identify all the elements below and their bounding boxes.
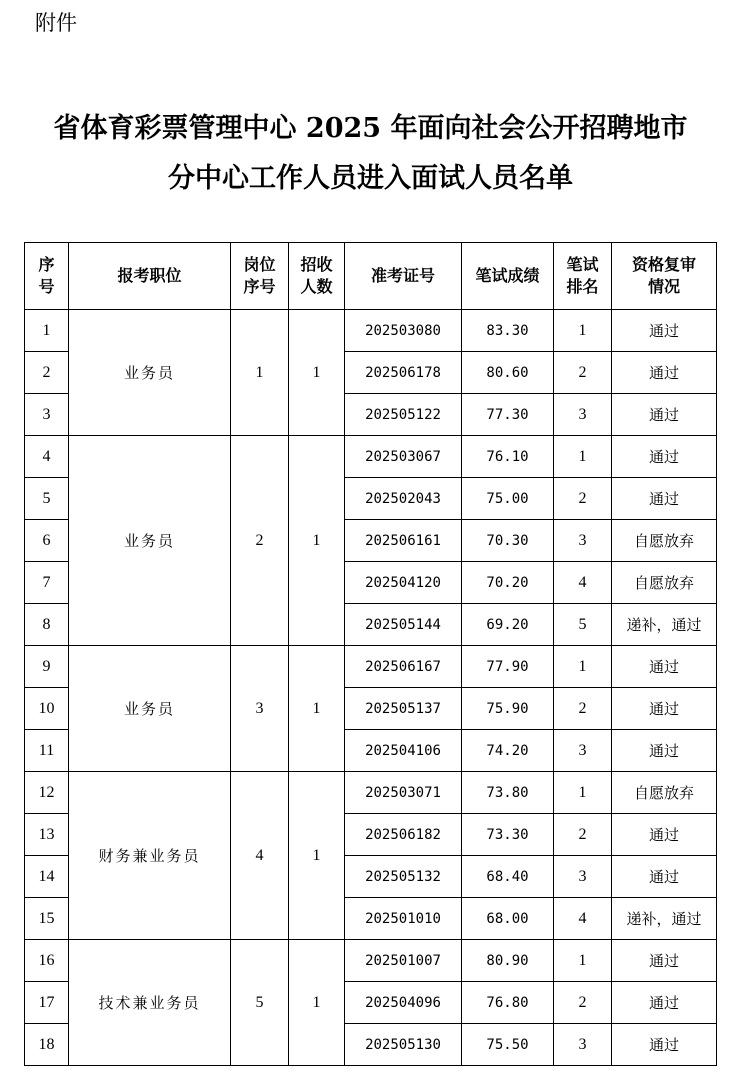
cell-score: 76.80 [462, 982, 554, 1024]
cell-ticket: 202506182 [345, 814, 462, 856]
cell-seq: 5 [25, 478, 69, 520]
cell-rank: 2 [554, 352, 612, 394]
cell-ticket: 202504120 [345, 562, 462, 604]
cell-ticket: 202506161 [345, 520, 462, 562]
cell-status: 通过 [612, 730, 717, 772]
cell-status: 通过 [612, 310, 717, 352]
header-ticket: 准考证号 [345, 243, 462, 310]
cell-recruit: 1 [289, 436, 345, 646]
cell-rank: 3 [554, 856, 612, 898]
cell-post-no: 2 [231, 436, 289, 646]
cell-score: 76.10 [462, 436, 554, 478]
cell-ticket: 202503071 [345, 772, 462, 814]
cell-seq: 17 [25, 982, 69, 1024]
cell-seq: 15 [25, 898, 69, 940]
table-row [25, 772, 717, 814]
cell-seq: 6 [25, 520, 69, 562]
table-body [25, 310, 717, 1066]
cell-score: 83.30 [462, 310, 554, 352]
cell-position: 业务员 [69, 646, 231, 772]
cell-status: 通过 [612, 940, 717, 982]
cell-status: 通过 [612, 394, 717, 436]
cell-status: 递补，通过 [612, 604, 717, 646]
cell-status: 通过 [612, 1024, 717, 1066]
header-rank: 笔试 排名 [554, 243, 612, 310]
cell-post-no: 5 [231, 940, 289, 1066]
table-row [25, 940, 717, 982]
table-row [25, 646, 717, 688]
cell-rank: 2 [554, 982, 612, 1024]
cell-ticket: 202505122 [345, 394, 462, 436]
header-post-no: 岗位 序号 [231, 243, 289, 310]
cell-seq: 9 [25, 646, 69, 688]
candidate-table [24, 242, 717, 1066]
cell-ticket: 202503080 [345, 310, 462, 352]
cell-score: 69.20 [462, 604, 554, 646]
cell-position: 技术兼业务员 [69, 940, 231, 1066]
title-line-1: 省体育彩票管理中心 2025 年面向社会公开招聘地市 [53, 113, 688, 144]
cell-rank: 3 [554, 730, 612, 772]
cell-rank: 2 [554, 814, 612, 856]
cell-seq: 10 [25, 688, 69, 730]
cell-seq: 2 [25, 352, 69, 394]
cell-ticket: 202502043 [345, 478, 462, 520]
table-row [25, 436, 717, 478]
cell-ticket: 202506178 [345, 352, 462, 394]
cell-status: 通过 [612, 814, 717, 856]
cell-score: 73.80 [462, 772, 554, 814]
cell-score: 74.20 [462, 730, 554, 772]
cell-post-no: 1 [231, 310, 289, 436]
cell-recruit: 1 [289, 772, 345, 940]
cell-score: 70.30 [462, 520, 554, 562]
table-row [25, 310, 717, 352]
cell-score: 77.90 [462, 646, 554, 688]
cell-rank: 4 [554, 898, 612, 940]
cell-rank: 5 [554, 604, 612, 646]
cell-status: 通过 [612, 982, 717, 1024]
cell-status: 通过 [612, 688, 717, 730]
cell-ticket: 202504106 [345, 730, 462, 772]
cell-rank: 3 [554, 394, 612, 436]
cell-seq: 3 [25, 394, 69, 436]
cell-rank: 3 [554, 520, 612, 562]
cell-seq: 1 [25, 310, 69, 352]
cell-post-no: 4 [231, 772, 289, 940]
cell-seq: 11 [25, 730, 69, 772]
cell-rank: 1 [554, 772, 612, 814]
cell-score: 80.90 [462, 940, 554, 982]
cell-rank: 4 [554, 562, 612, 604]
cell-score: 75.50 [462, 1024, 554, 1066]
cell-position: 财务兼业务员 [69, 772, 231, 940]
header-seq: 序 号 [25, 243, 69, 310]
cell-ticket: 202501007 [345, 940, 462, 982]
cell-post-no: 3 [231, 646, 289, 772]
cell-status: 自愿放弃 [612, 562, 717, 604]
cell-rank: 1 [554, 436, 612, 478]
cell-rank: 2 [554, 478, 612, 520]
cell-ticket: 202505132 [345, 856, 462, 898]
cell-score: 77.30 [462, 394, 554, 436]
cell-score: 75.90 [462, 688, 554, 730]
cell-score: 75.00 [462, 478, 554, 520]
cell-seq: 16 [25, 940, 69, 982]
cell-status: 通过 [612, 478, 717, 520]
cell-score: 70.20 [462, 562, 554, 604]
cell-ticket: 202504096 [345, 982, 462, 1024]
cell-seq: 12 [25, 772, 69, 814]
header-position: 报考职位 [69, 243, 231, 310]
table-header-row [25, 243, 717, 310]
cell-score: 80.60 [462, 352, 554, 394]
cell-ticket: 202506167 [345, 646, 462, 688]
cell-ticket: 202505130 [345, 1024, 462, 1066]
cell-rank: 1 [554, 646, 612, 688]
cell-recruit: 1 [289, 940, 345, 1066]
header-recruit: 招收 人数 [289, 243, 345, 310]
cell-seq: 14 [25, 856, 69, 898]
cell-ticket: 202505137 [345, 688, 462, 730]
cell-seq: 7 [25, 562, 69, 604]
cell-ticket: 202501010 [345, 898, 462, 940]
cell-seq: 18 [25, 1024, 69, 1066]
cell-position: 业务员 [69, 310, 231, 436]
cell-ticket: 202503067 [345, 436, 462, 478]
cell-seq: 8 [25, 604, 69, 646]
header-review: 资格复审 情况 [612, 243, 717, 310]
cell-position: 业务员 [69, 436, 231, 646]
cell-rank: 1 [554, 940, 612, 982]
cell-score: 73.30 [462, 814, 554, 856]
cell-score: 68.40 [462, 856, 554, 898]
page-title [0, 104, 741, 204]
cell-status: 自愿放弃 [612, 520, 717, 562]
cell-seq: 4 [25, 436, 69, 478]
cell-rank: 2 [554, 688, 612, 730]
cell-status: 通过 [612, 436, 717, 478]
cell-recruit: 1 [289, 310, 345, 436]
cell-status: 递补，通过 [612, 898, 717, 940]
cell-status: 通过 [612, 856, 717, 898]
cell-score: 68.00 [462, 898, 554, 940]
cell-recruit: 1 [289, 646, 345, 772]
cell-status: 通过 [612, 646, 717, 688]
cell-rank: 3 [554, 1024, 612, 1066]
cell-status: 通过 [612, 352, 717, 394]
attachment-label: 附件 [35, 11, 77, 35]
cell-seq: 13 [25, 814, 69, 856]
cell-ticket: 202505144 [345, 604, 462, 646]
title-line-2: 分中心工作人员进入面试人员名单 [168, 163, 573, 194]
cell-status: 自愿放弃 [612, 772, 717, 814]
cell-rank: 1 [554, 310, 612, 352]
header-score: 笔试成绩 [462, 243, 554, 310]
